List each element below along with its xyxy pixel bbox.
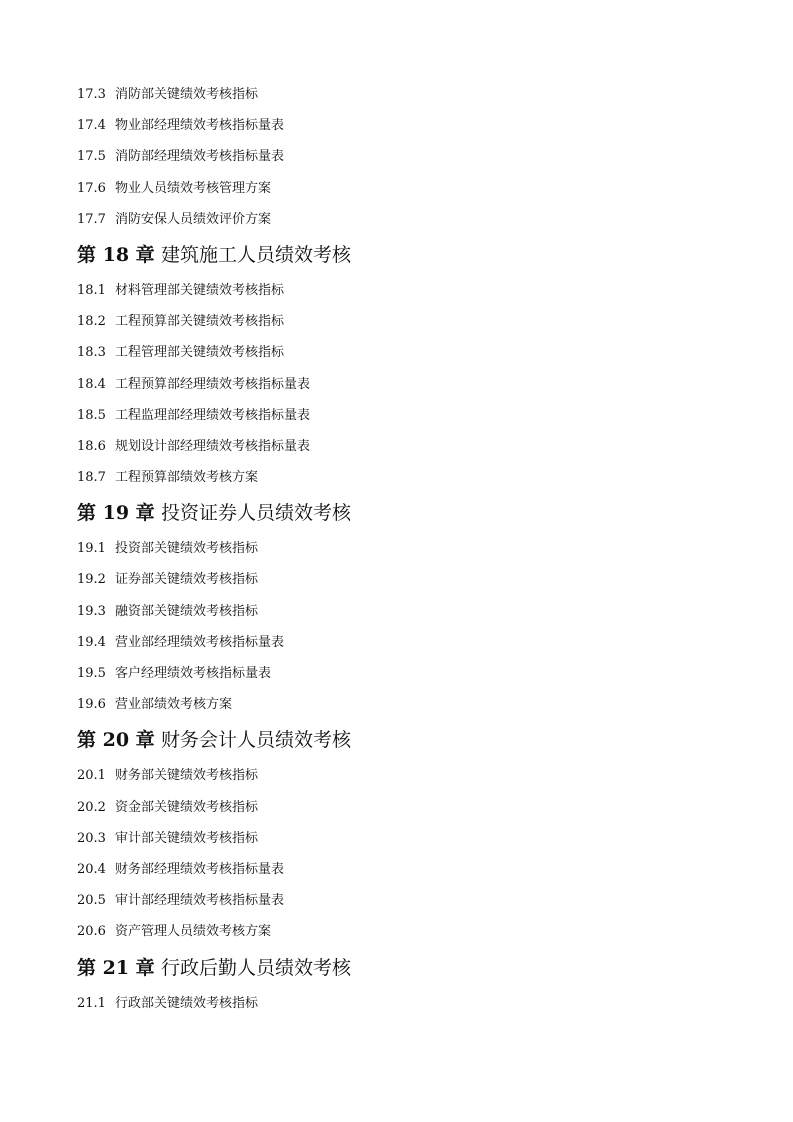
toc-entry xyxy=(77,306,737,337)
section-title: 资金部关键绩效考核指标 xyxy=(115,799,259,815)
section-title: 工程预算部关键绩效考核指标 xyxy=(115,314,285,330)
section-number: 20.6 xyxy=(77,924,106,940)
section-title: 财务部经理绩效考核指标量表 xyxy=(115,861,285,877)
section-title: 消防部经理绩效考核指标量表 xyxy=(115,149,285,165)
chapter-heading xyxy=(77,948,737,988)
section-number: 19.6 xyxy=(77,697,106,713)
section-title: 证券部关键绩效考核指标 xyxy=(115,572,259,588)
toc-entry xyxy=(77,792,737,823)
toc-entry xyxy=(77,431,737,462)
section-number: 17.6 xyxy=(77,180,106,196)
chapter-title: 财务会计人员绩效考核 xyxy=(161,729,352,752)
section-title: 消防安保人员绩效评价方案 xyxy=(115,211,272,227)
section-number: 18.5 xyxy=(77,407,106,423)
toc-entry xyxy=(77,141,737,172)
section-number: 19.1 xyxy=(77,541,106,557)
section-title: 融资部关键绩效考核指标 xyxy=(115,603,259,619)
toc-entry xyxy=(77,337,737,368)
section-number: 20.4 xyxy=(77,861,106,877)
section-title: 财务部关键绩效考核指标 xyxy=(115,768,259,784)
toc-entry xyxy=(77,658,737,689)
section-number: 18.3 xyxy=(77,345,106,361)
chapter-title: 投资证券人员绩效考核 xyxy=(161,502,352,525)
chapter-number: 第 21 章 xyxy=(77,956,155,979)
toc-entry xyxy=(77,400,737,431)
toc-entry xyxy=(77,689,737,720)
section-number: 19.3 xyxy=(77,603,106,619)
section-title: 工程监理部经理绩效考核指标量表 xyxy=(115,407,311,423)
section-number: 18.6 xyxy=(77,438,106,454)
chapter-heading xyxy=(77,235,737,275)
section-number: 19.5 xyxy=(77,666,106,681)
section-title: 规划设计部经理绩效考核指标量表 xyxy=(115,438,311,454)
section-number: 21.1 xyxy=(77,995,106,1011)
section-title: 工程管理部关键绩效考核指标 xyxy=(115,345,285,361)
section-number: 18.1 xyxy=(77,282,106,298)
chapter-number: 第 19 章 xyxy=(77,502,155,525)
section-title: 客户经理绩效考核指标量表 xyxy=(115,666,272,681)
toc-entry xyxy=(77,916,737,947)
chapter-number: 第 20 章 xyxy=(77,729,155,752)
section-number: 17.7 xyxy=(77,211,106,227)
section-number: 20.5 xyxy=(77,893,106,909)
toc-entry xyxy=(77,760,737,791)
chapter-title: 行政后勤人员绩效考核 xyxy=(161,956,352,979)
section-title: 物业部经理绩效考核指标量表 xyxy=(115,118,285,134)
toc-entry xyxy=(77,823,737,854)
table-of-contents xyxy=(77,79,737,1019)
toc-entry xyxy=(77,533,737,564)
section-number: 17.3 xyxy=(77,87,106,102)
section-title: 营业部绩效考核方案 xyxy=(115,697,233,713)
toc-entry xyxy=(77,854,737,885)
section-number: 20.1 xyxy=(77,768,106,784)
section-number: 20.2 xyxy=(77,799,106,815)
section-title: 投资部关键绩效考核指标 xyxy=(115,541,259,557)
section-number: 18.7 xyxy=(77,470,106,486)
section-title: 行政部关键绩效考核指标 xyxy=(115,995,259,1011)
section-title: 审计部经理绩效考核指标量表 xyxy=(115,893,285,909)
chapter-number: 第 18 章 xyxy=(77,243,155,266)
section-title: 工程预算部经理绩效考核指标量表 xyxy=(115,376,311,392)
toc-entry xyxy=(77,885,737,916)
section-title: 营业部经理绩效考核指标量表 xyxy=(115,634,285,650)
section-title: 资产管理人员绩效考核方案 xyxy=(115,924,272,940)
section-number: 18.2 xyxy=(77,314,106,330)
toc-entry xyxy=(77,79,737,110)
toc-entry xyxy=(77,173,737,204)
toc-entry xyxy=(77,462,737,493)
section-number: 19.2 xyxy=(77,572,106,588)
section-number: 17.4 xyxy=(77,118,106,134)
section-number: 19.4 xyxy=(77,634,106,650)
toc-entry xyxy=(77,564,737,595)
section-number: 17.5 xyxy=(77,149,106,165)
toc-entry xyxy=(77,204,737,235)
toc-entry xyxy=(77,596,737,627)
toc-entry xyxy=(77,110,737,141)
chapter-title: 建筑施工人员绩效考核 xyxy=(161,243,352,266)
section-title: 材料管理部关键绩效考核指标 xyxy=(115,282,285,298)
toc-entry xyxy=(77,627,737,658)
chapter-heading xyxy=(77,720,737,760)
toc-entry xyxy=(77,369,737,400)
toc-entry xyxy=(77,275,737,306)
section-number: 20.3 xyxy=(77,830,106,846)
toc-entry xyxy=(77,988,737,1019)
chapter-heading xyxy=(77,493,737,533)
section-title: 物业人员绩效考核管理方案 xyxy=(115,180,272,196)
section-title: 工程预算部绩效考核方案 xyxy=(115,470,259,486)
section-title: 消防部关键绩效考核指标 xyxy=(115,87,259,102)
section-number: 18.4 xyxy=(77,376,106,392)
section-title: 审计部关键绩效考核指标 xyxy=(115,830,259,846)
